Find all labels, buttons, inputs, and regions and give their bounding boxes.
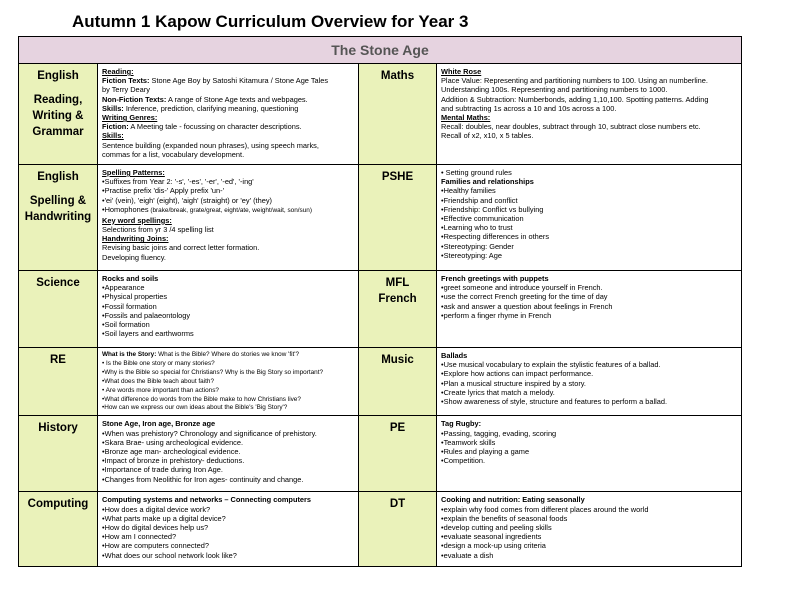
- bullet-item: When was prehistory? Chronology and significance of prehistory.: [104, 428, 317, 438]
- bullet-item: Plan a musical structure inspired by a story.: [443, 378, 586, 388]
- subject-cell-left: [19, 64, 98, 165]
- content-line: [102, 351, 354, 360]
- line-text: Place Value: Representing and partitioning numbers to 100. Using an numberline.: [441, 76, 708, 86]
- line-text: A range of Stone Age texts and webpages.: [166, 94, 308, 104]
- content-line: [102, 168, 354, 177]
- table-row: [19, 492, 742, 567]
- content-line: [441, 438, 737, 447]
- content-line: [441, 274, 737, 283]
- bullet-item: Soil layers and earthworms: [104, 329, 194, 339]
- content-line: [102, 378, 354, 387]
- content-line: [102, 76, 354, 85]
- subject-label: RE: [50, 354, 66, 366]
- content-line: [102, 438, 354, 447]
- section-heading: Spelling Patterns:: [102, 168, 165, 177]
- content-line: [441, 122, 737, 131]
- topic-heading: French greetings with puppets: [441, 274, 549, 283]
- content-line: [102, 122, 354, 131]
- bullet-item: Show awareness of style, structure and features to perform a ballad.: [443, 397, 668, 407]
- line-text: Understanding 100s. Representing and partitioning numbers to 1000.: [441, 85, 668, 95]
- content-line: [102, 113, 354, 122]
- content-line: [102, 234, 354, 243]
- content-line: [441, 242, 737, 251]
- bullet-item: How does a digital device work?: [104, 504, 211, 514]
- content-line: [102, 95, 354, 104]
- content-line: [102, 253, 354, 262]
- content-line: [102, 495, 354, 504]
- topic-heading: Families and relationships: [441, 177, 534, 187]
- content-line: [441, 196, 737, 205]
- content-line: [441, 232, 737, 241]
- content-line: [441, 292, 737, 301]
- subject-label: English: [37, 171, 79, 183]
- subject-label: DT: [389, 498, 406, 511]
- content-line: [441, 351, 737, 360]
- bullet-item: Rules and playing a game: [443, 446, 530, 456]
- subject-cell-left: [19, 348, 98, 416]
- table-row: [19, 271, 742, 348]
- content-line: [441, 251, 737, 260]
- bullet-item: evaluate seasonal ingredients: [443, 532, 542, 542]
- topic-heading: Ballads: [441, 351, 468, 360]
- content-line: [102, 216, 354, 225]
- bullet-item: Teamwork skills: [443, 437, 496, 447]
- bullet-item: Practise prefix 'dis-' Apply prefix 'un-': [104, 186, 225, 196]
- bullet-item: Soil formation: [104, 320, 150, 330]
- bullet-item: develop cutting and peeling skills: [443, 522, 552, 532]
- content-line: [102, 505, 354, 514]
- content-line: [102, 456, 354, 465]
- content-line: [441, 369, 737, 378]
- bullet-item: Appearance: [104, 283, 145, 293]
- content-line: [441, 177, 737, 186]
- subject-spacer: [19, 185, 97, 193]
- content-line: [102, 85, 354, 94]
- line-text: Developing fluency.: [102, 252, 166, 262]
- bullet-item: How can we express our own ideas about the Bible's 'Big Story'?: [104, 404, 288, 412]
- content-line: [102, 523, 354, 532]
- bullet-item: Stereotyping: Gender: [443, 241, 514, 251]
- bullet-item: Homophones: [104, 204, 149, 214]
- subject-label: Reading,: [33, 94, 83, 106]
- content-line: [102, 396, 354, 405]
- content-line: [441, 505, 737, 514]
- content-cell-left: [98, 492, 359, 567]
- bullet-item: Friendship and conflict: [443, 195, 518, 205]
- bullet-item: What does the Bible teach about faith?: [104, 377, 215, 385]
- bullet-item: 'ei' (vein), 'eigh' (eight), 'aigh' (straight) or 'ey' (they): [104, 195, 272, 205]
- bullet-item: Suffixes from Year 2: '-s', '-es', '-er', '-ed', '-ing': [104, 177, 254, 187]
- bullet-item: Physical properties: [104, 292, 168, 302]
- bullet-item: Are words more important than actions?: [104, 386, 219, 394]
- subject-label: Science: [36, 277, 80, 289]
- content-line: [102, 465, 354, 474]
- content-line: [102, 302, 354, 311]
- bullet-item: What does our school network look like?: [104, 550, 237, 560]
- content-line: [102, 387, 354, 396]
- content-cell-right: [437, 416, 742, 492]
- subject-cell-left: [19, 416, 98, 492]
- line-text: Recall: doubles, near doubles, subtract through 10, subtract close numbers etc.: [441, 122, 701, 132]
- content-line: [102, 360, 354, 369]
- line-text: Revising basic joins and correct letter formation.: [102, 243, 260, 253]
- content-line: [102, 225, 354, 234]
- content-line: [441, 456, 737, 465]
- bullet-item: Why is the Bible so special for Christians? Why is the Big Story so important?: [104, 368, 324, 376]
- subject-cell-right: [359, 348, 437, 416]
- content-line: [102, 243, 354, 252]
- bullet-item: Competition.: [443, 456, 486, 466]
- content-line: [441, 168, 737, 177]
- content-line: [102, 419, 354, 428]
- content-cell-left: [98, 271, 359, 348]
- bullet-item: Explore how actions can impact performance.: [443, 369, 594, 379]
- content-line: [102, 131, 354, 140]
- content-line: [441, 113, 737, 122]
- content-cell-left: [98, 165, 359, 271]
- line-text: Sentence building (expanded noun phrases), using speech marks,: [102, 140, 319, 150]
- content-line: [441, 541, 737, 550]
- bullet-item: explain the benefits of seasonal foods: [443, 513, 568, 523]
- topic-heading: Tag Rugby:: [441, 419, 482, 429]
- section-heading: Skills:: [102, 131, 124, 141]
- content-cell-right: [437, 348, 742, 416]
- bullet-item: Friendship: Conflict vs bullying: [443, 204, 544, 214]
- content-line: [441, 388, 737, 397]
- line-lead: Skills:: [102, 103, 124, 113]
- content-line: [441, 95, 737, 104]
- subject-cell-right: [359, 165, 437, 271]
- content-line: [102, 274, 354, 283]
- content-line: [102, 311, 354, 320]
- bullet-item: How am I connected?: [104, 532, 177, 542]
- subject-cell-right: [359, 64, 437, 165]
- content-line: [441, 360, 737, 369]
- content-line: [102, 292, 354, 301]
- subject-label: PSHE: [381, 171, 414, 183]
- line-lead: Non-Fiction Texts:: [102, 94, 167, 104]
- line-lead: Fiction Texts:: [102, 76, 150, 86]
- bullet-item: Impact of bronze in prehistory- deductions.: [104, 456, 245, 466]
- content-line: [102, 404, 354, 413]
- content-line: [441, 514, 737, 523]
- content-line: [102, 532, 354, 541]
- bullet-item: Bronze age man- archeological evidence.: [104, 446, 241, 456]
- content-line: [441, 419, 737, 428]
- content-line: [102, 141, 354, 150]
- content-line: [441, 379, 737, 388]
- subject-cell-right: [359, 416, 437, 492]
- table-row: [19, 348, 742, 416]
- bullet-item: How do digital devices help us?: [104, 522, 209, 532]
- bullet-item: Is the Bible one story or many stories?: [104, 359, 215, 367]
- topic-heading: Stone Age, Iron age, Bronze age: [102, 419, 216, 429]
- bullet-item: Changes from Neolithic for Iron ages- continuity and change.: [104, 474, 304, 484]
- subject-cell-left: [19, 165, 98, 271]
- line-lead: Fiction:: [102, 122, 129, 132]
- bullet-item: Fossils and palaeontology: [104, 310, 191, 320]
- content-line: [441, 302, 737, 311]
- line-text: Stone Age Boy by Satoshi Kitamura / Stone Age Tales: [149, 76, 329, 86]
- content-line: [441, 186, 737, 195]
- line-lead: What is the Story:: [102, 351, 157, 358]
- bullet-item: Use musical vocabulary to explain the stylistic features of a ballad.: [443, 360, 661, 370]
- section-heading: Mental Maths:: [441, 113, 491, 123]
- content-cell-right: [437, 165, 742, 271]
- table-row: [19, 64, 742, 165]
- content-line: [441, 311, 737, 320]
- bullet-item: Importance of trade during Iron Age.: [104, 465, 223, 475]
- subject-label: Spelling &: [29, 195, 87, 207]
- bullet-item: perform a finger rhyme in French: [443, 310, 552, 320]
- topic-heading: Rocks and soils: [102, 274, 159, 283]
- content-line: [102, 320, 354, 329]
- bullet-item: ask and answer a question about feelings in French: [443, 301, 613, 311]
- content-line: [102, 329, 354, 338]
- topic-banner: The Stone Age: [19, 37, 742, 64]
- content-line: [441, 205, 737, 214]
- subject-label: PE: [389, 422, 406, 435]
- content-line: [102, 475, 354, 484]
- bullet-item: What difference do words from the Bible make to how Christians live?: [104, 395, 301, 403]
- page-title: Autumn 1 Kapow Curriculum Overview for Year 3: [72, 12, 469, 31]
- bullet-item: evaluate a dish: [443, 550, 494, 560]
- content-line: [441, 283, 737, 292]
- subject-label: French: [378, 293, 417, 305]
- content-line: [102, 104, 354, 113]
- subject-cell-left: [19, 492, 98, 567]
- subject-spacer: [19, 84, 97, 92]
- line-text: Inference, prediction, clarifying meaning, questioning: [123, 103, 299, 113]
- content-line: [441, 131, 737, 140]
- line-text: A Meeting tale - focussing on character descriptions.: [128, 122, 302, 132]
- content-cell-right: [437, 64, 742, 165]
- content-line: [102, 514, 354, 523]
- content-line: [441, 85, 737, 94]
- bullet-item: explain why food comes from different places around the world: [443, 504, 649, 514]
- content-line: [102, 150, 354, 159]
- content-line: [102, 429, 354, 438]
- content-line: [102, 283, 354, 292]
- bullet-item: Passing, tagging, evading, scoring: [443, 428, 557, 438]
- banner-row: [19, 37, 742, 64]
- subject-label: Music: [381, 354, 414, 366]
- content-line: [441, 429, 737, 438]
- content-line: [102, 205, 354, 216]
- content-line: [102, 541, 354, 550]
- subject-label: English: [37, 70, 79, 82]
- line-text: commas for a list, vocabulary development.: [102, 149, 245, 159]
- bullet-note: (brake/break, grate/great, eight/ate, weight/wait, son/sun): [148, 206, 312, 214]
- subject-label: Grammar: [32, 126, 84, 138]
- content-line: [102, 67, 354, 76]
- content-line: [441, 214, 737, 223]
- content-cell-right: [437, 271, 742, 348]
- content-line: [441, 447, 737, 456]
- table-row: [19, 165, 742, 271]
- section-heading: Handwriting Joins:: [102, 234, 169, 244]
- line-text: Recall of x2, x10, x 5 tables.: [441, 131, 534, 141]
- line-text: by Terry Deary: [102, 85, 150, 95]
- content-line: [441, 223, 737, 232]
- subject-cell-right: [359, 271, 437, 348]
- bullet-item: greet someone and introduce yourself in French.: [443, 283, 603, 293]
- content-line: [441, 532, 737, 541]
- section-heading: Key word spellings:: [102, 215, 172, 225]
- subject-cell-right: [359, 492, 437, 567]
- content-line: [102, 551, 354, 560]
- bullet-item: What parts make up a digital device?: [104, 513, 226, 523]
- bullet-item: design a mock-up using criteria: [443, 541, 546, 551]
- content-line: [441, 104, 737, 113]
- section-heading: White Rose: [441, 67, 482, 76]
- subject-cell-left: [19, 271, 98, 348]
- topic-heading: Computing systems and networks – Connecting computers: [102, 495, 312, 505]
- line-text: and subtracting 1s across a 10 and 10s across a 100.: [441, 103, 617, 113]
- content-line: [441, 523, 737, 532]
- table-row: [19, 416, 742, 492]
- subject-label: Handwriting: [24, 211, 92, 223]
- bullet-item: Create lyrics that match a melody.: [443, 387, 555, 397]
- line-text: Selections from yr 3 /4 spelling list: [102, 224, 214, 234]
- content-cell-left: [98, 64, 359, 165]
- content-line: [102, 177, 354, 186]
- topic-heading: Cooking and nutrition: Eating seasonally: [441, 495, 585, 505]
- content-line: [102, 186, 354, 195]
- section-heading: Reading:: [102, 67, 134, 76]
- content-line: [441, 495, 737, 504]
- content-cell-left: [98, 416, 359, 492]
- section-heading: Writing Genres:: [102, 113, 158, 123]
- bullet-item: Healthy families: [443, 186, 496, 196]
- content-line: [441, 76, 737, 85]
- bullet-item: Fossil formation: [104, 301, 157, 311]
- content-line: [102, 196, 354, 205]
- line-text: Addition & Subtraction: Numberbonds, adding 1,10,100. Spotting patterns. Adding: [441, 94, 709, 104]
- subject-label: MFL: [385, 277, 410, 289]
- subject-label: Writing &: [32, 110, 84, 122]
- bullet-item: Setting ground rules: [443, 168, 512, 177]
- bullet-item: Stereotyping: Age: [443, 250, 502, 260]
- content-cell-right: [437, 492, 742, 567]
- content-line: [441, 551, 737, 560]
- bullet-item: Learning who to trust: [443, 223, 513, 233]
- subject-label: Computing: [27, 498, 89, 511]
- curriculum-table: [18, 36, 742, 567]
- bullet-item: Skara Brae- using archeological evidence.: [104, 437, 244, 447]
- bullet-item: Effective communication: [443, 214, 524, 224]
- content-line: [441, 67, 737, 76]
- bullet-item: How are computers connected?: [104, 541, 209, 551]
- content-line: [102, 369, 354, 378]
- content-cell-left: [98, 348, 359, 416]
- content-line: [441, 397, 737, 406]
- subject-label: Maths: [380, 70, 415, 82]
- line-text: What is the Bible? Where do stories we know 'fit'?: [156, 351, 300, 358]
- content-line: [102, 447, 354, 456]
- subject-label: History: [38, 422, 78, 435]
- bullet-item: use the correct French greeting for the time of day: [443, 292, 608, 302]
- bullet-item: Respecting differences in others: [443, 232, 550, 242]
